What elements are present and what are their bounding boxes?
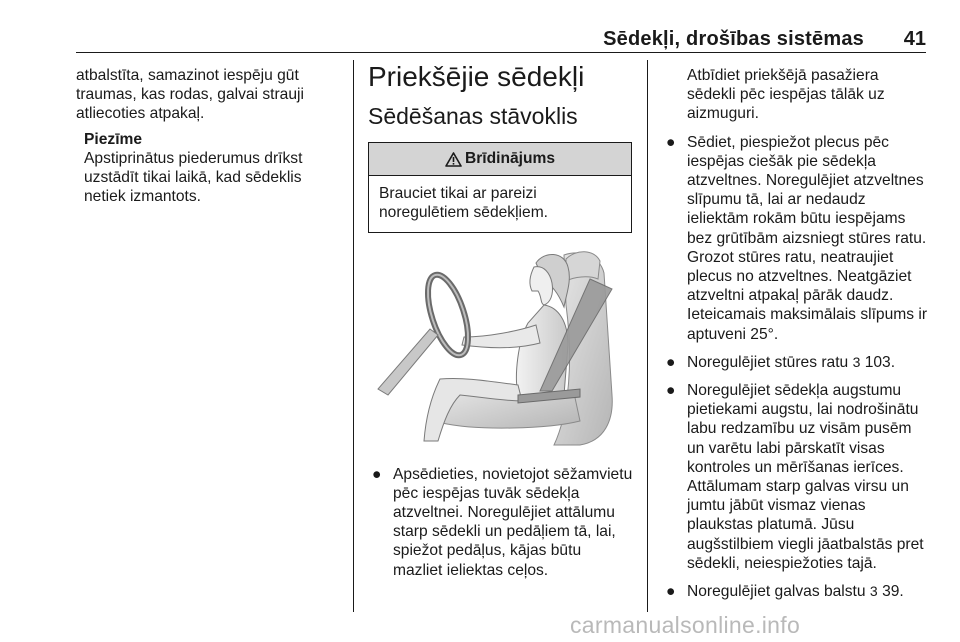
note-text: Apstiprinātus piederumus drīkst uzstādīt tikai laikā, kad sēdeklis netiek izmantots. <box>84 149 303 206</box>
list-item: ● Noregulējiet stūres ratu 3 103. <box>666 353 896 371</box>
list-item: ● Sēdiet, piespiežot plecus pēc iespējas ciešāk pie sēdekļa atzveltnes. Noregulējiet atzveltnes slīpumu tā, lai ar nedaudz ieliektām rokām būtu iespējams bez grūtībām aizsniegt stūres ratu. Grozot stūres ratu, neatraujiet plecus no atzveltnes. Neatgāziet atzveltni atpakaļ pārāk daudz. Ieteicamais maksimālais slīpums ir aptuveni 25°. <box>666 133 928 343</box>
continuation-text: Atbīdiet priekšējā pasažiera sēdekli pēc iespējas tālāk uz aizmuguri. <box>687 67 885 123</box>
warning-title: Brīdinājums <box>464 150 556 168</box>
note-block <box>84 130 338 207</box>
bullet-marker: ● <box>666 353 676 371</box>
bullet-marker: ● <box>666 382 676 400</box>
page-ref-link[interactable]: 39. <box>882 583 904 601</box>
list-item: ● Apsēdieties, novietojot sēžamvietu pēc iespējas tuvāk sēdekļa atzveltnei. Noregulējiet attālumu starp sēdekli un pedāļiem tā, lai, spiežot pedāļus, kājas būtu mazliet ieliektas ceļos. <box>372 465 633 579</box>
warning-triangle-icon <box>445 152 462 167</box>
bullet-list-col3 <box>662 133 928 602</box>
column-3 <box>662 66 928 610</box>
warning-header <box>369 143 631 176</box>
page-ref-icon: 3 <box>852 353 861 370</box>
bullet-marker: ● <box>666 133 676 151</box>
header-divider <box>76 52 926 53</box>
warning-text: Brauciet tikai ar pareizi noregulētiem sēdekļiem. <box>379 185 549 222</box>
column-1 <box>76 66 338 206</box>
note-heading: Piezīme <box>84 130 143 148</box>
page-ref-link[interactable]: 103. <box>864 353 896 371</box>
section-subheading: Sēdēšanas stāvoklis <box>368 103 578 129</box>
seat-illustration <box>368 245 632 447</box>
page-section-title: Sēdekļi, drošības sistēmas <box>603 28 864 50</box>
bullet-list-col2 <box>368 465 634 580</box>
page-ref-icon: 3 <box>869 583 878 600</box>
watermark: carmanualsonline.info <box>570 612 801 638</box>
column-2 <box>368 60 634 589</box>
list-item: ● Noregulējiet sēdekļa augstumu pietiekami augstu, lai nodrošinātu labu redzamību uz visām pusēm un varētu labi pārskatīt visas kontroles un mērīšanas ierīces. Attālumam starp galvas virsu un jumtu jābūt vismaz vienas plaukstas platumā. Jūsu augšstilbiem viegli jāatbalstās pret sēdekli, neiespiežoties tajā. <box>666 382 924 572</box>
intro-paragraph: atbalstīta, samazinot iespēju gūt traumas, kas rodas, galvai strauji atliecoties atpakaļ. <box>76 67 304 123</box>
column-divider-1 <box>353 60 354 612</box>
section-heading: Priekšējie sēdekļi <box>368 61 585 92</box>
bullet-marker: ● <box>666 583 676 601</box>
warning-box <box>368 142 632 233</box>
list-item: ● Noregulējiet galvas balstu 3 39. <box>666 583 904 601</box>
page-number: 41 <box>903 28 926 50</box>
column-divider-2 <box>647 60 648 612</box>
bullet-marker: ● <box>372 465 382 483</box>
